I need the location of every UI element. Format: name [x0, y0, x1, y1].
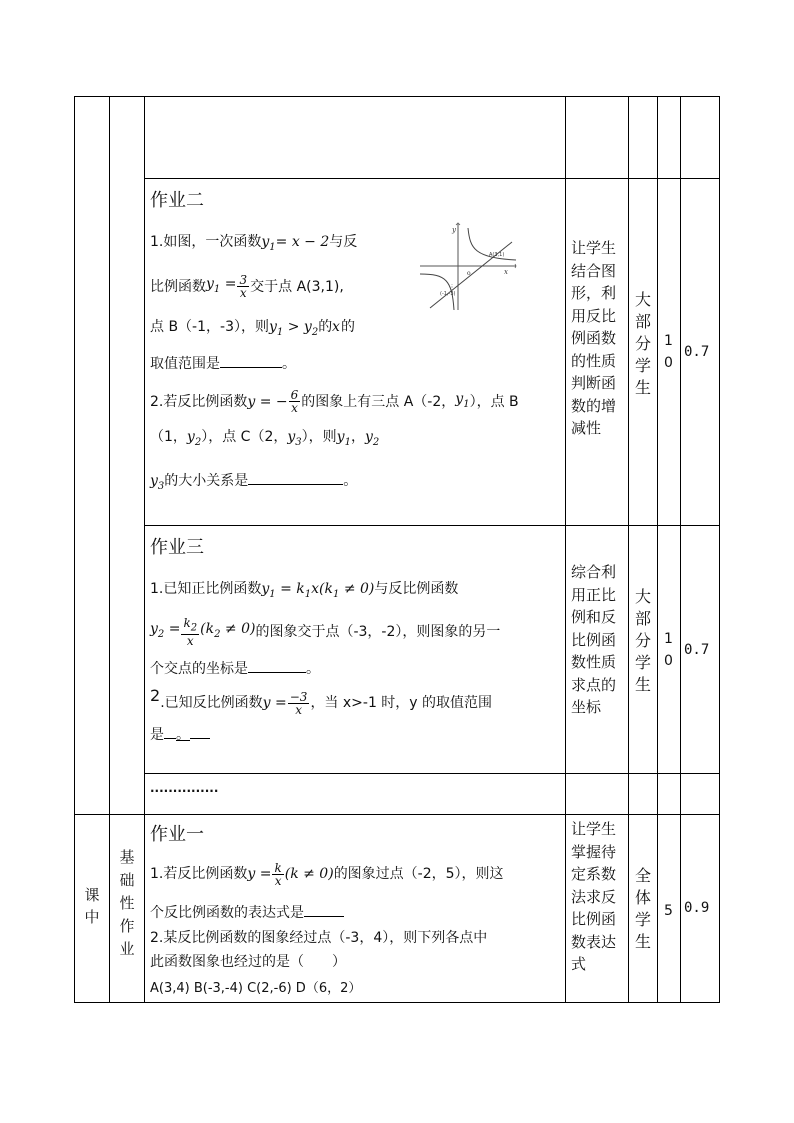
- table-border-right: [719, 96, 720, 1003]
- numerator: 6: [290, 388, 299, 403]
- fraction: [272, 862, 283, 887]
- hw2-title: 作业二: [150, 190, 204, 211]
- hw3-difficulty: 0.7: [684, 642, 710, 658]
- hw3-target: 大部分学生: [634, 587, 651, 694]
- table-border-top: [74, 96, 720, 97]
- hw3-title: 作业三: [150, 537, 204, 558]
- row-divider: [144, 178, 720, 179]
- numerator: $k_2$: [183, 615, 198, 634]
- math: = x − 2: [275, 234, 330, 250]
- answer-blank: [220, 353, 282, 368]
- graph-point-b-label: (-1,-3): [440, 291, 456, 297]
- text: 交于点 A(3,1),: [250, 278, 344, 295]
- numerator: 3: [239, 273, 248, 288]
- text: 个反比例函数的表达式是: [150, 905, 304, 921]
- denominator: x: [239, 286, 247, 301]
- denominator: x: [291, 401, 298, 416]
- math: $y_3$: [150, 473, 165, 492]
- text: 比例函数: [150, 278, 206, 295]
- hw2-q2-line3: [150, 470, 357, 496]
- math: (k ≠ 0): [284, 866, 334, 882]
- hw2-time: 10: [664, 333, 673, 371]
- hw2-q1-line3: [150, 318, 332, 342]
- graph-origin-label: o: [467, 270, 471, 277]
- hw2-difficulty: 0.7: [684, 344, 710, 360]
- text: 1.若反比例函数: [150, 866, 248, 882]
- text: 2.若反比例函数: [150, 393, 248, 410]
- col-divider: [144, 96, 145, 1003]
- text: 。: [343, 473, 358, 489]
- continuation-dots: ···············: [150, 784, 219, 798]
- hw2-q1-line3-end: 的: [341, 319, 355, 335]
- hw3-q1-line1: [150, 580, 458, 604]
- hw3-q1-line2: [150, 613, 500, 651]
- hw1-difficulty: 0.9: [684, 900, 710, 916]
- text: 。: [176, 727, 190, 743]
- text: ，当 x>-1 时，y 的取值范围: [310, 695, 493, 711]
- graph-y-label: y: [452, 226, 456, 234]
- numerator: k: [274, 860, 282, 875]
- hw1-time: 5: [664, 903, 673, 919]
- answer-blank: [164, 724, 176, 739]
- math: $y_1 = k_1x(k_1 \ne 0)$: [261, 581, 375, 600]
- hw2-q2-line2: （1，$y_2$），点 C（2，$y_3$），则$y_1$，$y_2$: [150, 429, 380, 448]
- text: 。: [306, 661, 320, 677]
- math: $(k_2 \ne 0)$: [200, 621, 256, 640]
- phase-label: 课中: [84, 886, 100, 926]
- math: y =: [247, 866, 272, 882]
- denominator: x: [186, 634, 194, 649]
- hw3-q2-line1: [150, 688, 492, 718]
- answer-blank: [248, 658, 306, 673]
- row-divider: [74, 814, 720, 815]
- hw3-q2-line2: [150, 724, 210, 744]
- answer-blank: [304, 902, 344, 917]
- text: 的图象过点（-2，5），则这: [333, 866, 504, 882]
- math: $y_1$: [261, 234, 276, 253]
- hw2-q1-line1: [150, 233, 357, 257]
- text: ），点 B: [469, 393, 519, 410]
- math: y =: [262, 695, 287, 711]
- text: 个交点的坐标是: [150, 661, 248, 677]
- text: 的大小关系是: [164, 473, 249, 489]
- row-divider: [144, 773, 720, 774]
- hw1-title: 作业一: [150, 824, 204, 845]
- math: $y_1$ =: [206, 276, 237, 295]
- text: 的: [318, 319, 333, 335]
- hw1-q1-line2: [150, 902, 344, 922]
- hw1-q2-line1: 2.某反比例函数的图象经过点（-3，4），则下列各点中: [150, 930, 488, 946]
- math: $y_2$: [364, 429, 380, 448]
- hyperbola-line-graph: [416, 218, 524, 316]
- hw2-q1-line2: [150, 270, 344, 304]
- text: .已知反比例函数: [160, 695, 263, 711]
- table-border-left: [74, 96, 75, 1003]
- hw1-goal: 让学生掌握待定系数法求反比例函数表达式: [571, 820, 617, 973]
- math: $y_1 > y_2$: [268, 319, 319, 338]
- denominator: x: [295, 702, 302, 717]
- col-divider: [628, 96, 629, 1003]
- hw2-goal: 让学生结合图形，利用反比例函数的性质判断函数的增减性: [571, 239, 617, 437]
- hw1-q2-line2: 此函数图象也经过的是（ ）: [150, 954, 346, 970]
- text: 取值范围是: [150, 356, 220, 372]
- fraction: [289, 389, 301, 414]
- text: 点 B（-1，-3），则: [150, 319, 269, 335]
- text: ），则: [301, 429, 337, 445]
- col-divider: [657, 96, 658, 1003]
- math: $y_2$: [186, 429, 202, 448]
- math: $y_1$: [455, 391, 470, 410]
- answer-blank: [248, 470, 343, 485]
- table-border-bottom: [74, 1002, 720, 1003]
- text: 与反比例函数: [374, 581, 459, 597]
- col-divider: [109, 96, 110, 1003]
- hw3-goal: 综合利用正比例和反比例函数性质求点的坐标: [571, 563, 617, 716]
- question-number: 2: [150, 686, 161, 705]
- col-divider: [680, 96, 681, 1003]
- numerator: −3: [289, 689, 308, 704]
- hw2-x-var: x: [332, 319, 340, 335]
- graph-point-a-label: A(3,1): [489, 252, 505, 258]
- hw1-q2-options: A(3,4) B(-3,-4) C(2,-6) D（6，2）: [150, 981, 362, 996]
- text: 1.已知正比例函数: [150, 581, 262, 597]
- hw2-target: 大部分学生: [634, 290, 651, 397]
- math: y = −: [247, 393, 288, 410]
- fraction: [288, 691, 310, 716]
- text: 的图象上有三点 A（-2，: [301, 393, 456, 410]
- graph-x-label: x: [504, 268, 508, 276]
- math: $y_2$ =: [150, 621, 181, 640]
- math: $y_3$: [287, 429, 302, 448]
- row-divider: [144, 525, 720, 526]
- text: （1，: [150, 429, 187, 445]
- fraction: [181, 617, 199, 647]
- hw1-q1-line1: [150, 858, 504, 890]
- col-divider: [565, 96, 566, 1003]
- type-label: 基础性作业: [119, 848, 135, 958]
- math: $y_1$: [336, 429, 351, 448]
- hw2-q1-line4: [150, 353, 296, 373]
- numerator-text: k: [183, 615, 191, 630]
- hw3-time: 10: [664, 631, 673, 669]
- hw2-q2-line1: [150, 384, 519, 420]
- hw3-q1-line3: [150, 658, 320, 678]
- denominator: x: [274, 873, 282, 888]
- answer-blank: [190, 724, 210, 739]
- text: 。: [282, 356, 296, 372]
- text: 1.如图，一次函数: [150, 234, 262, 250]
- hw1-target: 全体学生: [634, 866, 651, 951]
- text: 是: [150, 727, 164, 743]
- fraction: [237, 274, 249, 299]
- text: 的图象交于点（-3，-2），则图象的另一: [255, 623, 501, 640]
- text: ），点 C（2，: [201, 429, 288, 445]
- text: 与反: [329, 234, 358, 250]
